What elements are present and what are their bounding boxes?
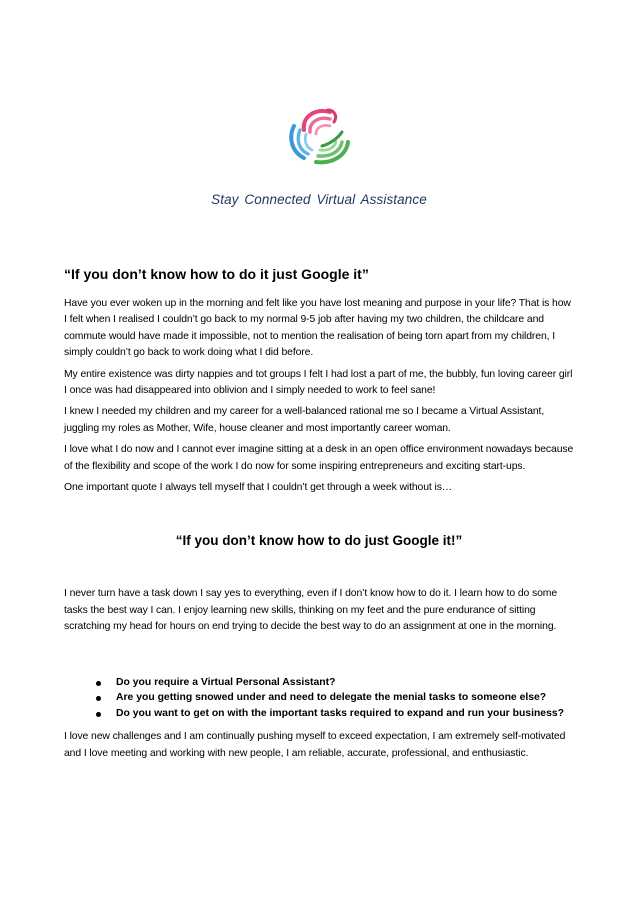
list-item [64,691,574,706]
list-item-text: Do you want to get on with the important tasks required to expand and run your business? [116,707,564,719]
document-heading: “If you don’t know how to do it just Google it” [64,266,369,282]
list-item-text: Do you require a Virtual Personal Assistant? [116,676,336,688]
brand-title: Stay Connected Virtual Assistance [211,192,427,207]
bullet-icon [96,696,101,701]
paragraph-intro-4: I love what I do now and I cannot ever imagine sitting at a desk in an open office environment nowadays because of the flexibility and scope of the work I do now for some inspiring entrepreneurs and exciting start-ups. [64,444,574,472]
bullet-icon [96,681,101,686]
list-item [64,707,574,722]
paragraph-intro-5: One important quote I always tell myself that I couldn’t get through a week without is… [64,482,453,494]
document-body [64,265,574,767]
stay-connected-logo-icon [282,100,358,174]
list-item-text: Are you getting snowed under and need to delegate the menial tasks to someone else? [116,692,547,704]
paragraph-intro-3: I knew I needed my children and my career for a well-balanced rational me so I became a Virtual Assistant, juggling my roles as Mother, Wife, house cleaner and most importantly career woman. [64,406,545,434]
list-item [64,676,574,691]
question-list [64,676,574,722]
paragraph-final: I love new challenges and I am continually pushing myself to exceed expectation, I am extremely self-motivated and I love meeting and working with new people, I am reliable, accurate, professional, and enthusiastic. [64,731,566,759]
bullet-icon [96,712,101,717]
paragraph-middle: I never turn have a task down I say yes to everything, even if I don’t know how to do it. I learn how to do some tasks the best way I can. I enjoy learning new skills, thinking on my feet and the pure endurance of sitting scratching my head for hours on end trying to decide the best way to do an assignment at one in the morning. [64,588,558,633]
paragraph-intro-2: My entire existence was dirty nappies and tot groups I felt I had lost a part of me, the bubbly, fun loving career girl I once was had disappeared into oblivion and I simply needed to work to feel sane! [64,368,573,397]
paragraph-intro-1: Have you ever woken up in the morning and felt like you have lost meaning and purpose in your life? That is how I felt when I realised I couldn’t go back to my normal 9-5 job after having my two children, the childcare and commute would have made it impossible, not to mention the realisation of being torn apart from my children, I simply couldn’t go back to work doing what I did before. [64,298,571,359]
center-quote: “If you don’t know how to do just Google it!” [175,533,463,549]
